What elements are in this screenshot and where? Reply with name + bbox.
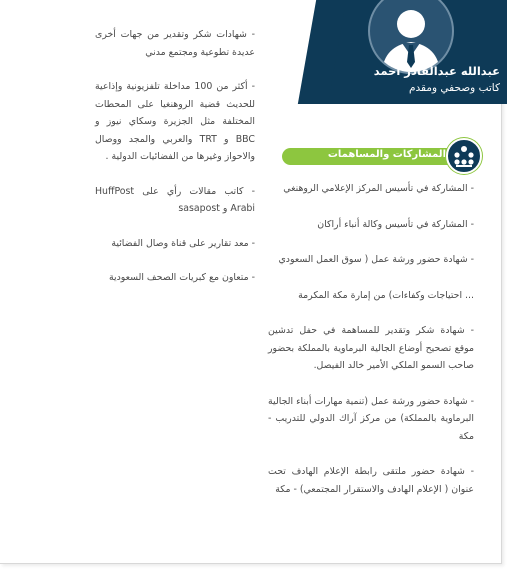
list-item: - شهادة حضور ملتقى رابطة الإعلام الهادف تحت عنوان ( الإعلام الهادف والاستقرار المجتمعي) - مكة	[268, 466, 474, 495]
list-item: - شهادات شكر وتقدير من جهات أخرى عديدة تطوعية ومجتمع مدني	[95, 29, 255, 58]
right-column	[268, 180, 474, 498]
list-item: - متعاون مع كبريات الصحف السعودية	[108, 272, 255, 283]
profile-role: كاتب وصحفي ومقدم	[409, 82, 500, 94]
list-item: - كاتب مقالات رأي على HuffPost Arabi و sasapost	[95, 185, 255, 214]
list-item: - شهادة شكر وتقدير للمساهمة في حفل تدشين موقع تصحيح أوضاع الجالية البرماوية بالمملكة بحضور صاحب السمو الملكي الأمير خالد الفيصل.	[268, 325, 474, 371]
people-network-icon	[446, 138, 482, 174]
left-column	[95, 26, 255, 287]
list-item: - شهادة حضور ورشة عمل (تنمية مهارات أبناء الجالية البرماوية بالمملكة) من مركز آراك الدولي للتدريب - مكة	[268, 395, 474, 442]
section-title: المشاركات والمساهمات	[327, 149, 446, 160]
list-item: - معد تقارير على قناة وصال الفضائية	[111, 237, 255, 249]
profile-name: عبدالله عبدالقادر أحمد	[373, 64, 500, 78]
list-item: - المشاركة في تأسيس وكالة أنباء أراكان	[317, 218, 474, 230]
list-item: - المشاركة في تأسيس المركز الإعلامي الروهنغي	[283, 183, 474, 194]
list-item: - أكثر من 100 مداخلة تلفزيونية وإذاعية للحديث قضية الروهنغيا على المحطات المختلفة مثل الجزيرة وسكاي نيوز و BBC و TRT والعربي والمجد ووصال والاحواز وغيرها من الفضائيات الدولية .	[95, 81, 255, 162]
list-item: ... احتياجات وكفاءات) من إمارة مكة المكرمة	[298, 289, 474, 301]
person-suit-icon	[370, 0, 452, 72]
list-item: - شهادة حضور ورشة عمل ( سوق العمل السعودي	[278, 254, 474, 265]
